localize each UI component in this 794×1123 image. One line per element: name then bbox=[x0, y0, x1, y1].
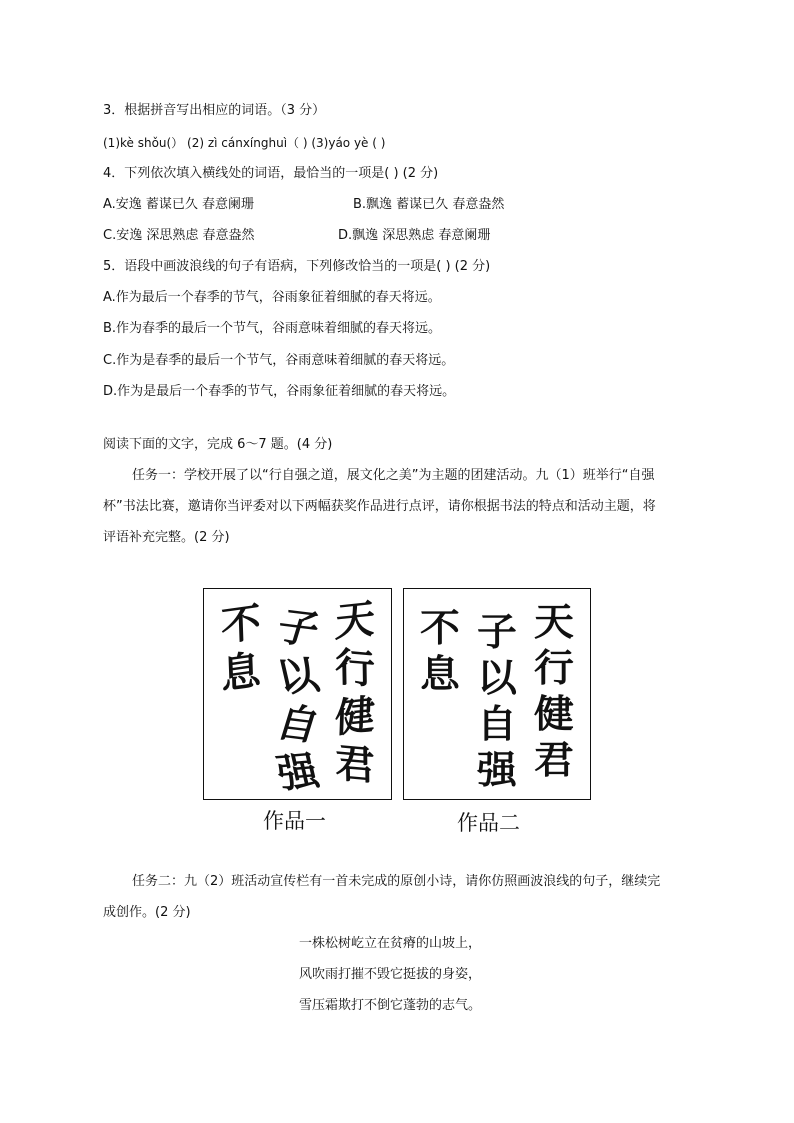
work2-char: 健 bbox=[533, 692, 574, 736]
work2-char: 自 bbox=[477, 702, 517, 746]
work1-char: 天 bbox=[333, 594, 376, 647]
q5-option-b: B.作为春季的最后一个节气，谷雨意味着细腻的春天将远。 bbox=[103, 321, 442, 336]
work2-char: 以 bbox=[477, 656, 517, 700]
work2-char: 强 bbox=[477, 748, 517, 792]
q5-option-d: D.作为是最后一个春季的节气，谷雨象征着细腻的春天将远。 bbox=[103, 384, 456, 399]
work2-char: 君 bbox=[533, 738, 574, 782]
q4-option-a: A.安逸 蓄谋已久 春意阑珊 bbox=[103, 197, 255, 212]
poem-line-3: 雪压霜欺打不倒它蓬勃的志气。 bbox=[299, 998, 482, 1013]
work2-column-3 bbox=[420, 606, 461, 793]
work1-column-3 bbox=[219, 598, 262, 793]
work1-char: 强 bbox=[272, 747, 323, 798]
q4-title: 4．下列依次填入横线处的词语，最恰当的一项是( ) (2 分) bbox=[103, 166, 439, 181]
work1-char: 不 bbox=[219, 598, 262, 651]
work1-char: 健 bbox=[333, 690, 376, 743]
work1-char: 自 bbox=[270, 699, 325, 750]
work2-caption: 作品二 bbox=[457, 811, 520, 835]
work1-char: 行 bbox=[334, 643, 375, 694]
task2-line1: 任务二：九（2）班活动宣传栏有一首未完成的原创小诗，请你仿照画波浪线的句子，继续完 bbox=[132, 874, 661, 889]
work1-char: 以 bbox=[272, 651, 323, 702]
work2-char: 息 bbox=[420, 652, 461, 696]
q4-option-d: D.飘逸 深思熟虑 春意阑珊 bbox=[338, 228, 491, 243]
work1-char: 息 bbox=[219, 646, 262, 699]
q5-option-a: A.作为最后一个春季的节气，谷雨象征着细腻的春天将远。 bbox=[103, 290, 441, 305]
work1-column-1 bbox=[333, 594, 376, 793]
q4-option-b: B.飘逸 蓄谋已久 春意盎然 bbox=[353, 197, 505, 212]
poem-line-1: 一株松树屹立在贫瘠的山坡上， bbox=[299, 936, 482, 951]
work1-char: 子 bbox=[270, 603, 325, 654]
work1-char: 君 bbox=[334, 739, 375, 790]
work2-char: 子 bbox=[477, 610, 517, 654]
reading-intro: 阅读下面的文字，完成 6～7 题。(4 分) bbox=[103, 437, 333, 452]
work1-column-2 bbox=[270, 603, 325, 798]
calligraphy-work-2 bbox=[403, 588, 591, 800]
work2-char: 行 bbox=[533, 646, 574, 690]
q3-title: 3．根据拼音写出相应的词语。（3 分） bbox=[103, 103, 326, 118]
q5-option-c: C.作为是春季的最后一个节气，谷雨意味着细腻的春天将远。 bbox=[103, 353, 455, 368]
q3-pinyin: (1)kè shǒu(） (2) zì cánxínghuì（ ) (3)yáo yè ( ) bbox=[103, 136, 386, 150]
task1-line3: 评语补充完整。(2 分) bbox=[103, 530, 230, 545]
task2-line2: 成创作。(2 分) bbox=[103, 905, 191, 920]
work2-char: 天 bbox=[533, 600, 574, 644]
work2-char: 不 bbox=[420, 606, 461, 650]
calligraphy-work-1 bbox=[203, 588, 392, 800]
work2-column-1 bbox=[533, 600, 574, 793]
work1-caption: 作品一 bbox=[263, 809, 326, 833]
q4-option-c: C.安逸 深思熟虑 春意盎然 bbox=[103, 228, 255, 243]
task1-line1: 任务一：学校开展了以“行自强之道，展文化之美”为主题的团建活动。九（1）班举行“自强 bbox=[132, 468, 655, 483]
task1-line2: 杯”书法比赛，邀请你当评委对以下两幅获奖作品进行点评，请你根据书法的特点和活动主题，将 bbox=[103, 499, 656, 514]
poem-line-2: 风吹雨打摧不毁它挺拔的身姿， bbox=[299, 967, 482, 982]
q5-title: 5．语段中画波浪线的句子有语病，下列修改恰当的一项是( ) (2 分) bbox=[103, 259, 491, 274]
work2-column-2 bbox=[477, 610, 517, 793]
